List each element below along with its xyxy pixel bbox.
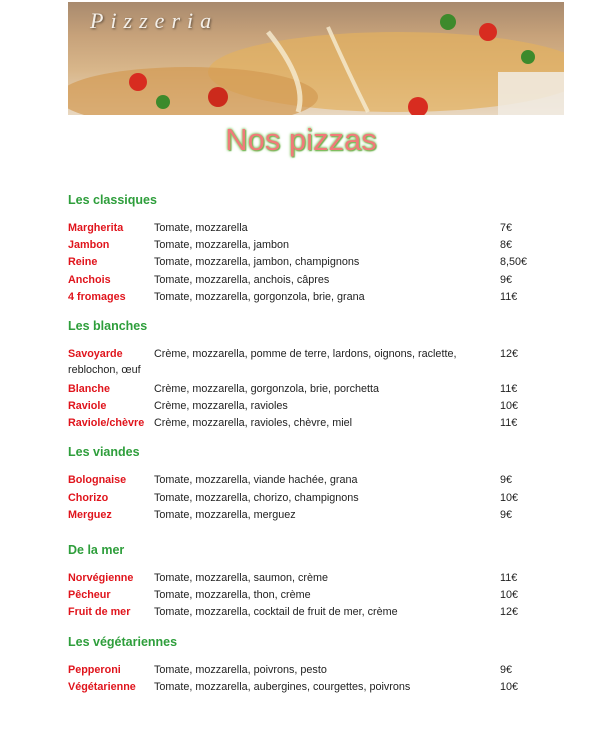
section-title: Les classiques xyxy=(68,193,157,207)
pizza-price: 8€ xyxy=(500,239,513,251)
pizza-name: Chorizo xyxy=(68,492,109,504)
pizza-ingredients: Tomate, mozzarella, cocktail de fruit de mer, crème xyxy=(154,606,398,618)
pizza-ingredients: Tomate, mozzarella xyxy=(154,222,248,234)
pizza-name: Raviole/chèvre xyxy=(68,417,145,429)
pizza-ingredients: Tomate, mozzarella, aubergines, courgettes, poivrons xyxy=(154,681,411,693)
pizza-ingredients: Tomate, mozzarella, viande hachée, grana xyxy=(154,474,358,486)
pizza-ingredients: Crème, mozzarella, gorgonzola, brie, porchetta xyxy=(154,383,380,395)
pizza-price: 9€ xyxy=(500,274,513,286)
pizza-name: Végétarienne xyxy=(68,681,136,693)
pizza-name: Savoyarde xyxy=(68,348,123,360)
section-title: Les végétariennes xyxy=(68,635,178,649)
pizza-price: 11€ xyxy=(500,291,518,303)
pizza-name: Norvégienne xyxy=(68,572,134,584)
pizza-ingredients-continued: reblochon, œuf xyxy=(68,364,141,376)
pizza-ingredients: Tomate, mozzarella, jambon, champignons xyxy=(154,256,360,268)
pizza-price: 9€ xyxy=(500,509,513,521)
pizza-ingredients: Tomate, mozzarella, merguez xyxy=(154,509,296,521)
pizza-price: 12€ xyxy=(500,606,519,618)
pizza-price: 8,50€ xyxy=(500,256,528,268)
pizza-price: 11€ xyxy=(500,417,518,429)
pizza-ingredients: Tomate, mozzarella, jambon xyxy=(154,239,290,251)
section-title: Les blanches xyxy=(68,319,148,333)
pizza-name: Pepperoni xyxy=(68,664,121,676)
pizza-name: Fruit de mer xyxy=(68,606,131,618)
pizza-name: Anchois xyxy=(68,274,111,286)
pizza-name: Merguez xyxy=(68,509,112,521)
pizza-name: Blanche xyxy=(68,383,111,395)
pizza-price: 9€ xyxy=(500,474,513,486)
pizza-price: 12€ xyxy=(500,348,519,360)
pizza-ingredients: Crème, mozzarella, pomme de terre, lardons, oignons, raclette, xyxy=(154,348,457,360)
pizza-ingredients: Tomate, mozzarella, gorgonzola, brie, grana xyxy=(154,291,365,303)
pizza-ingredients: Crème, mozzarella, ravioles, chèvre, miel xyxy=(154,417,353,429)
pizza-name: Jambon xyxy=(68,239,110,251)
pizzeria-banner-image xyxy=(68,2,564,115)
pizza-price: 11€ xyxy=(500,383,518,395)
pizza-price: 10€ xyxy=(500,589,519,601)
pizza-ingredients: Tomate, mozzarella, thon, crème xyxy=(154,589,311,601)
pizza-ingredients: Tomate, mozzarella, saumon, crème xyxy=(154,572,329,584)
pizza-ingredients: Tomate, mozzarella, chorizo, champignons xyxy=(154,492,359,504)
section-title: Les viandes xyxy=(68,445,140,459)
pizza-name: Margherita xyxy=(68,222,124,234)
pizza-price: 10€ xyxy=(500,492,519,504)
pizza-ingredients: Tomate, mozzarella, poivrons, pesto xyxy=(154,664,327,676)
pizza-name: Bolognaise xyxy=(68,474,127,486)
pizza-ingredients: Crème, mozzarella, ravioles xyxy=(154,400,288,412)
section-title: De la mer xyxy=(68,543,125,557)
pizza-price: 10€ xyxy=(500,681,519,693)
pizza-name: Pêcheur xyxy=(68,589,111,601)
pizza-name: 4 fromages xyxy=(68,291,126,303)
pizza-price: 7€ xyxy=(500,222,513,234)
pizza-price: 11€ xyxy=(500,572,518,584)
pizza-name: Reine xyxy=(68,256,98,268)
pizza-ingredients: Tomate, mozzarella, anchois, câpres xyxy=(154,274,330,286)
pizza-price: 10€ xyxy=(500,400,519,412)
banner-title: Pizzeria xyxy=(90,8,219,33)
pizza-price: 9€ xyxy=(500,664,513,676)
pizza-name: Raviole xyxy=(68,400,107,412)
page-title: Nos pizzas xyxy=(225,122,377,157)
